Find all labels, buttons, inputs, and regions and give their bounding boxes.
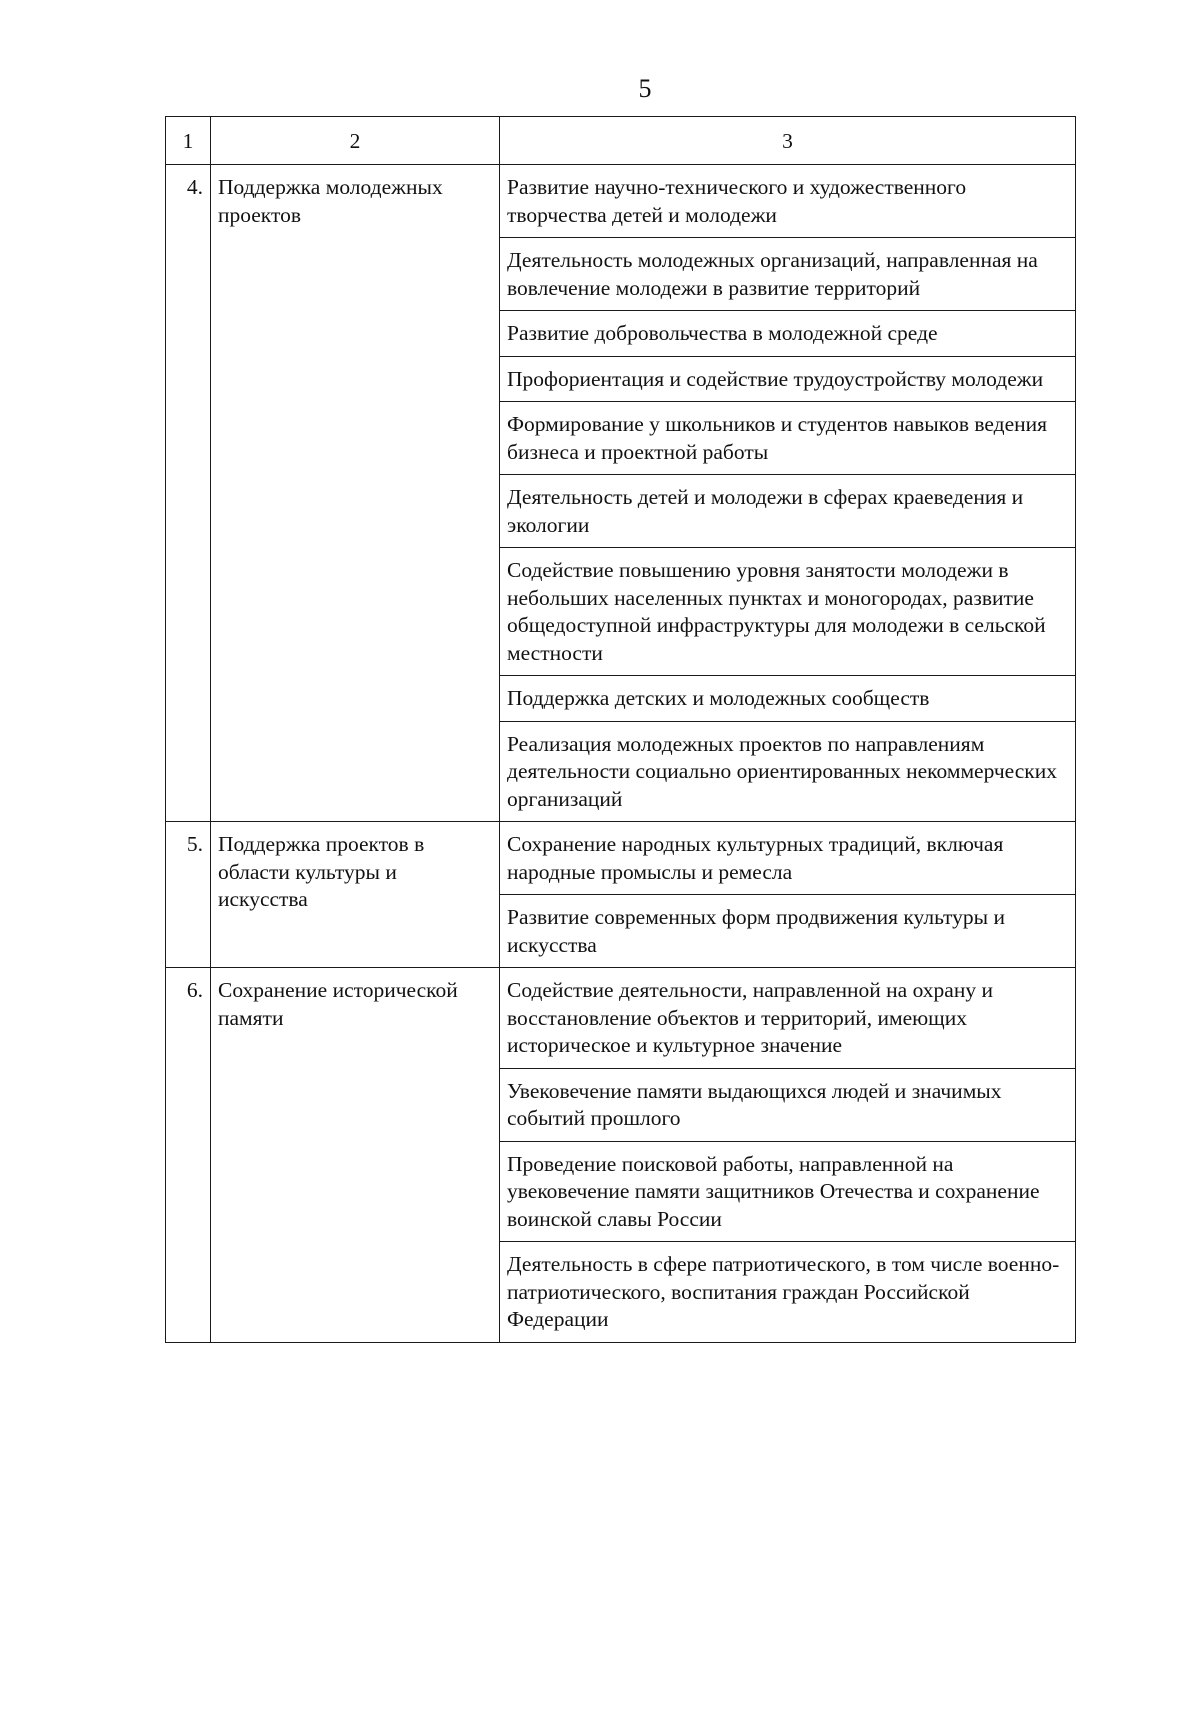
direction-item: Профориентация и содействие трудоустройству молодежи xyxy=(500,356,1076,402)
direction-item: Увековечение памяти выдающихся людей и значимых событий прошлого xyxy=(500,1068,1076,1141)
direction-item: Содействие повышению уровня занятости молодежи в небольших населенных пунктах и моногородах, развитие общедоступной инфраструктуры для молодежи в сельской местности xyxy=(500,548,1076,676)
table-row xyxy=(166,968,1076,1069)
section-number: 6. xyxy=(166,968,211,1343)
direction-item: Содействие деятельности, направленной на охрану и восстановление объектов и территорий, имеющих историческое и культурное значение xyxy=(500,968,1076,1069)
direction-item: Поддержка детских и молодежных сообществ xyxy=(500,676,1076,722)
table-header-row xyxy=(166,117,1076,165)
direction-item: Развитие современных форм продвижения культуры и искусства xyxy=(500,895,1076,968)
direction-item: Проведение поисковой работы, направленной на увековечение памяти защитников Отечества и сохранение воинской славы России xyxy=(500,1141,1076,1242)
direction-item: Деятельность молодежных организаций, направленная на вовлечение молодежи в развитие территорий xyxy=(500,238,1076,311)
page-number: 5 xyxy=(638,74,652,103)
direction-item: Формирование у школьников и студентов навыков ведения бизнеса и проектной работы xyxy=(500,402,1076,475)
table-row xyxy=(166,165,1076,238)
table-row xyxy=(166,822,1076,895)
section-number: 4. xyxy=(166,165,211,822)
column-header-1: 1 xyxy=(166,117,211,165)
section-number: 5. xyxy=(166,822,211,968)
direction-item: Реализация молодежных проектов по направлениям деятельности социально ориентированных некоммерческих организаций xyxy=(500,721,1076,822)
direction-item: Развитие научно-технического и художественного творчества детей и молодежи xyxy=(500,165,1076,238)
section-title: Поддержка проектов в области культуры и искусства xyxy=(211,822,500,968)
direction-item: Деятельность детей и молодежи в сферах краеведения и экологии xyxy=(500,475,1076,548)
directions-table xyxy=(165,116,1076,1343)
column-header-2: 2 xyxy=(211,117,500,165)
column-header-3: 3 xyxy=(500,117,1076,165)
direction-item: Сохранение народных культурных традиций, включая народные промыслы и ремесла xyxy=(500,822,1076,895)
section-title: Поддержка молодежных проектов xyxy=(211,165,500,822)
section-title: Сохранение исторической памяти xyxy=(211,968,500,1343)
direction-item: Развитие добровольчества в молодежной среде xyxy=(500,311,1076,357)
direction-item: Деятельность в сфере патриотического, в том числе военно-патриотического, воспитания граждан Российской Федерации xyxy=(500,1242,1076,1343)
